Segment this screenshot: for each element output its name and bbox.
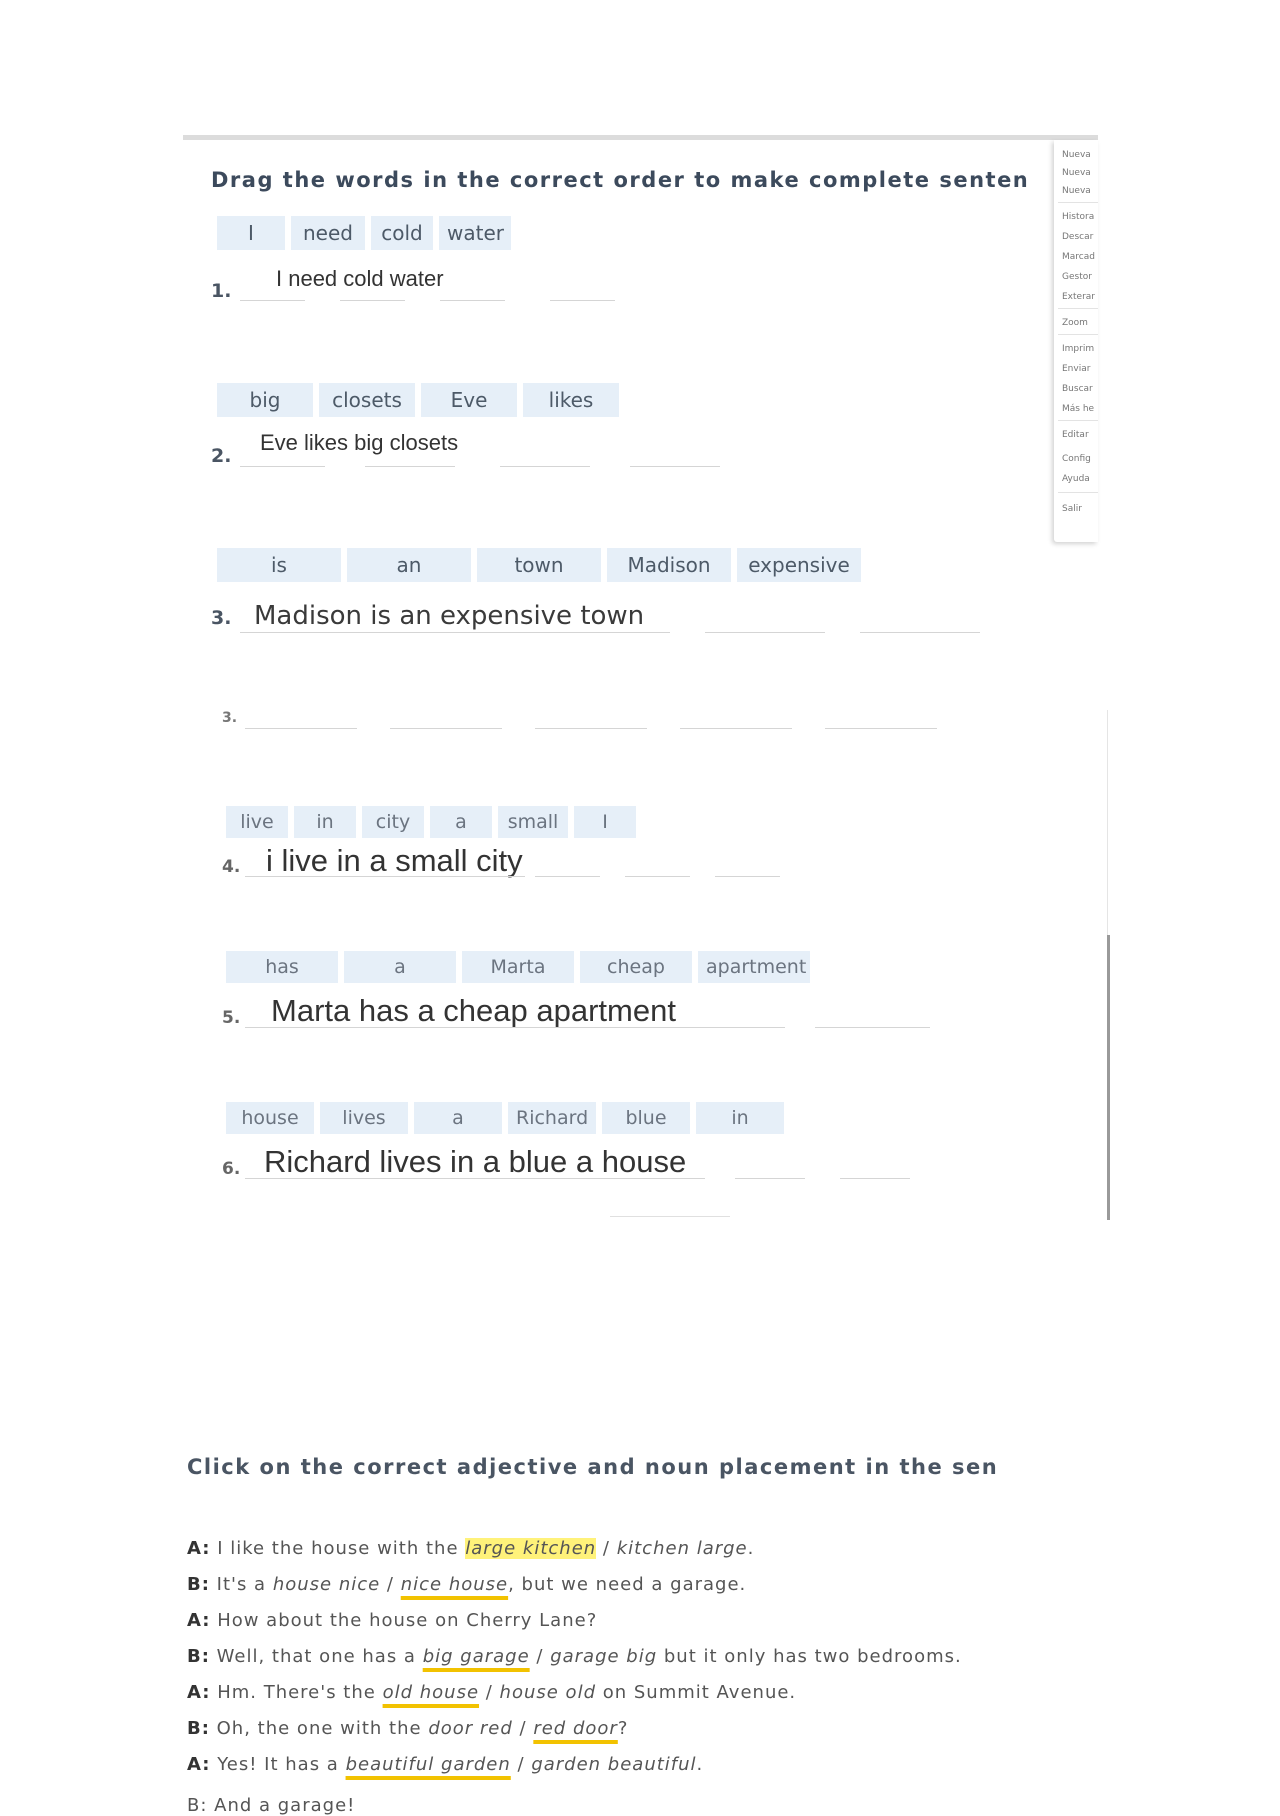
menu-separator [1058, 492, 1098, 493]
context-menu: Nueva Nueva Nueva Histora Descar Marcad Gestor Exterar Zoom Imprim Enviar Buscar Más he Editar Config Ayuda Salir [1054, 140, 1098, 542]
word-tile[interactable]: in [294, 806, 356, 838]
word-tile[interactable]: Madison [607, 548, 731, 582]
word-tile[interactable]: need [291, 216, 365, 250]
menu-separator [1058, 420, 1098, 421]
item-number: 6. [222, 1159, 241, 1179]
word-tile[interactable]: I [574, 806, 636, 838]
choice-option[interactable]: garage big [550, 1646, 658, 1667]
menu-separator [1058, 308, 1098, 309]
answer-blanks[interactable] [245, 1178, 965, 1180]
word-tile[interactable]: a [414, 1102, 502, 1134]
word-tile[interactable]: cold [371, 216, 433, 250]
choice-option[interactable]: beautiful garden [345, 1754, 511, 1775]
answer-text: Marta has a cheap apartment [271, 993, 676, 1028]
word-bank-1 [217, 216, 511, 250]
item-number: 5. [222, 1008, 241, 1028]
choice-option[interactable]: large kitchen [465, 1538, 597, 1559]
menu-separator [1058, 334, 1098, 335]
answer-text: i live in a small city [266, 843, 523, 878]
word-tile[interactable]: big [217, 383, 313, 417]
dialog-line: B: Well, that one has a big garage / garage big but it only has two bedrooms. [187, 1646, 962, 1667]
dialog-line: A: How about the house on Cherry Lane? [187, 1610, 598, 1631]
word-tile[interactable]: a [344, 951, 456, 983]
answer-blanks[interactable] [240, 632, 1000, 634]
word-bank-6 [226, 1102, 784, 1134]
answer-text: I need cold water [276, 266, 444, 291]
word-tile[interactable]: water [439, 216, 511, 250]
dialog-line: B: It's a house nice / nice house, but we need a garage. [187, 1574, 747, 1595]
word-tile[interactable]: live [226, 806, 288, 838]
word-tile[interactable]: expensive [737, 548, 861, 582]
word-tile[interactable]: apartment [698, 951, 810, 983]
word-tile[interactable]: in [696, 1102, 784, 1134]
word-tile[interactable]: Marta [462, 951, 574, 983]
choice-option[interactable]: big garage [422, 1646, 530, 1667]
answer-blanks[interactable] [240, 300, 620, 302]
choice-option[interactable]: nice house [400, 1574, 509, 1595]
dialog-line: B: Oh, the one with the door red / red door? [187, 1718, 629, 1739]
word-tile[interactable]: cheap [580, 951, 692, 983]
word-tile[interactable]: likes [523, 383, 619, 417]
dialog-line: A: Yes! It has a beautiful garden / garden beautiful. [187, 1754, 704, 1775]
word-tile[interactable]: Eve [421, 383, 517, 417]
word-tile[interactable]: city [362, 806, 424, 838]
scrollbar-thumb[interactable] [1107, 935, 1110, 1220]
scrollbar-track [1107, 710, 1108, 935]
word-tile[interactable]: Richard [508, 1102, 596, 1134]
answer-text: Madison is an expensive town [254, 601, 645, 631]
answer-underline [610, 1216, 730, 1217]
answer-text: Eve likes big closets [260, 430, 459, 455]
choice-option[interactable]: door red [428, 1718, 513, 1739]
dialog-line-clipped: B: And a garage! [187, 1795, 356, 1816]
word-tile[interactable]: has [226, 951, 338, 983]
answer-blanks[interactable] [245, 728, 965, 730]
word-tile[interactable]: lives [320, 1102, 408, 1134]
answer-blanks[interactable] [245, 876, 815, 878]
word-tile[interactable]: blue [602, 1102, 690, 1134]
top-divider [183, 135, 1098, 140]
dialog-line: A: I like the house with the large kitchen / kitchen large. [187, 1538, 755, 1559]
choice-option[interactable]: old house [382, 1682, 480, 1703]
word-bank-5 [226, 951, 810, 983]
answer-blanks[interactable] [245, 1027, 965, 1029]
section1-heading: Drag the words in the correct order to make complete senten [211, 168, 1030, 192]
item-number: 3. [222, 710, 238, 726]
section2-heading: Click on the correct adjective and noun placement in the sen [187, 1455, 999, 1479]
word-tile[interactable]: a [430, 806, 492, 838]
word-tile[interactable]: I [217, 216, 285, 250]
word-tile[interactable]: small [498, 806, 568, 838]
item-number: 3. [211, 607, 232, 629]
word-tile[interactable]: an [347, 548, 471, 582]
answer-text: Richard lives in a blue a house [264, 1144, 687, 1179]
dialog-line: A: Hm. There's the old house / house old on Summit Avenue. [187, 1682, 797, 1703]
item-number: 2. [211, 445, 232, 467]
choice-option[interactable]: kitchen large [616, 1538, 748, 1559]
word-tile[interactable]: town [477, 548, 601, 582]
item-number: 4. [222, 857, 241, 877]
word-tile[interactable]: is [217, 548, 341, 582]
choice-option[interactable]: house old [499, 1682, 596, 1703]
item-number: 1. [211, 280, 232, 302]
word-tile[interactable]: closets [319, 383, 415, 417]
choice-option[interactable]: house nice [272, 1574, 381, 1595]
choice-option[interactable]: garden beautiful [531, 1754, 697, 1775]
menu-separator [1058, 202, 1098, 203]
word-tile[interactable]: house [226, 1102, 314, 1134]
word-bank-4 [226, 806, 636, 838]
choice-option[interactable]: red door [533, 1718, 618, 1739]
word-bank-3 [217, 548, 861, 582]
answer-blanks[interactable] [240, 466, 720, 468]
word-bank-2 [217, 383, 619, 417]
